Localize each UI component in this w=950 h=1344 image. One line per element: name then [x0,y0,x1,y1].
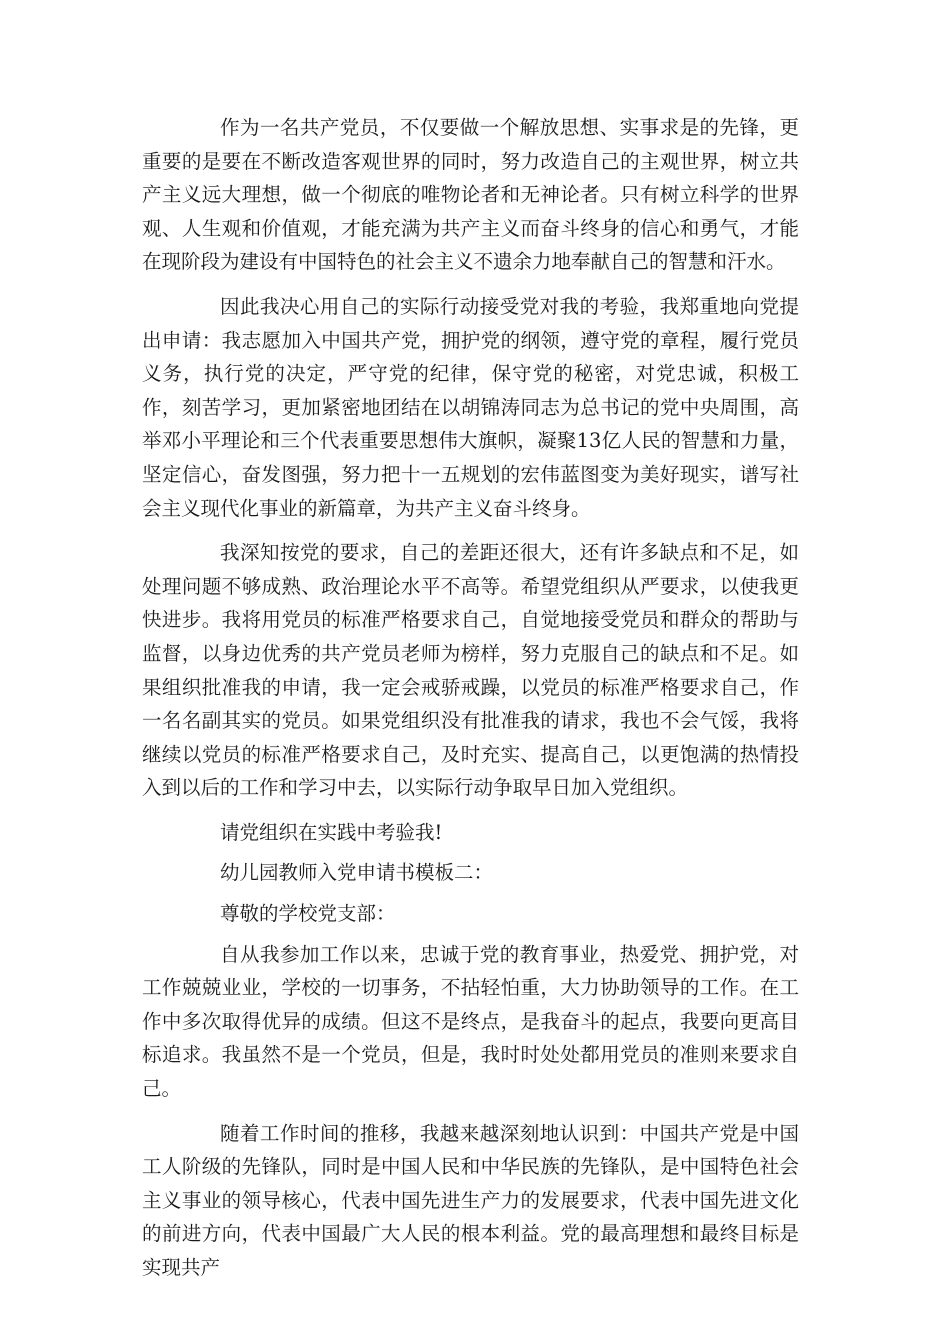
paragraph-1: 作为一名共产党员，不仅要做一个解放思想、实事求是的先锋，更重要的是要在不断改造客观世界的同时，努力改造自己的主观世界，树立共产主义远大理想，做一个彻底的唯物论者和无神论者。只有树立科学的世界观、人生观和价值观，才能充满为共产主义而奋斗终身的信心和勇气，才能在现阶段为建设有中国特色的社会主义不遗余力地奉献自己的智慧和汗水。 [142,116,799,274]
paragraph-3: 我深知按党的要求，自己的差距还很大，还有许多缺点和不足，如处理问题不够成熟、政治理论水平不高等。希望党组织从严要求，以使我更快进步。我将用党员的标准严格要求自己，自觉地接受党员和群众的帮助与监督，以身边优秀的共产党员老师为榜样，努力克服自己的缺点和不足。如果组织批准我的申请，我一定会戒骄戒躁，以党员的标准严格要求自己，作一名名副其实的党员。如果党组织没有批准我的请求，我也不会气馁，我将继续以党员的标准严格要求自己，及时充实、提高自己，以更饱满的热情投入到以后的工作和学习中去，以实际行动争取早日加入党组织。 [142,541,799,800]
paragraph-6: 随着工作时间的推移，我越来越深刻地认识到：中国共产党是中国工人阶级的先锋队，同时是中国人民和中华民族的先锋队，是中国特色社会主义事业的领导核心，代表中国先进生产力的发展要求，代表中国先进文化的前进方向，代表中国最广大人民的根本利益。党的最高理想和最终目标是实现共产 [142,1121,799,1279]
section-heading: 幼儿园教师入党申请书模板二： [220,861,494,885]
document-body [142,111,799,1296]
salutation: 尊敬的学校党支部： [220,902,396,926]
paragraph-2: 因此我决心用自己的实际行动接受党对我的考验，我郑重地向党提出申请：我志愿加入中国共产党，拥护党的纲领，遵守党的章程，履行党员义务，执行党的决定，严守党的纪律，保守党的秘密，对党忠诚，积极工作，刻苦学习，更加紧密地团结在以胡锦涛同志为总书记的党中央周围，高举邓小平理论和三个代表重要思想伟大旗帜，凝聚13亿人民的智慧和力量，坚定信心，奋发图强，努力把十一五规划的宏伟蓝图变为美好现实，谱写社会主义现代化事业的新篇章，为共产主义奋斗终身。 [142,294,799,520]
paragraph-4: 请党组织在实践中考验我! [220,820,443,844]
paragraph-5: 自从我参加工作以来，忠诚于党的教育事业，热爱党、拥护党，对工作兢兢业业，学校的一切事务，不拈轻怕重，大力协助领导的工作。在工作中多次取得优异的成绩。但这不是终点，是我奋斗的起点，我要向更高目标追求。我虽然不是一个党员，但是，我时时处处都用党员的准则来要求自己。 [142,942,799,1101]
